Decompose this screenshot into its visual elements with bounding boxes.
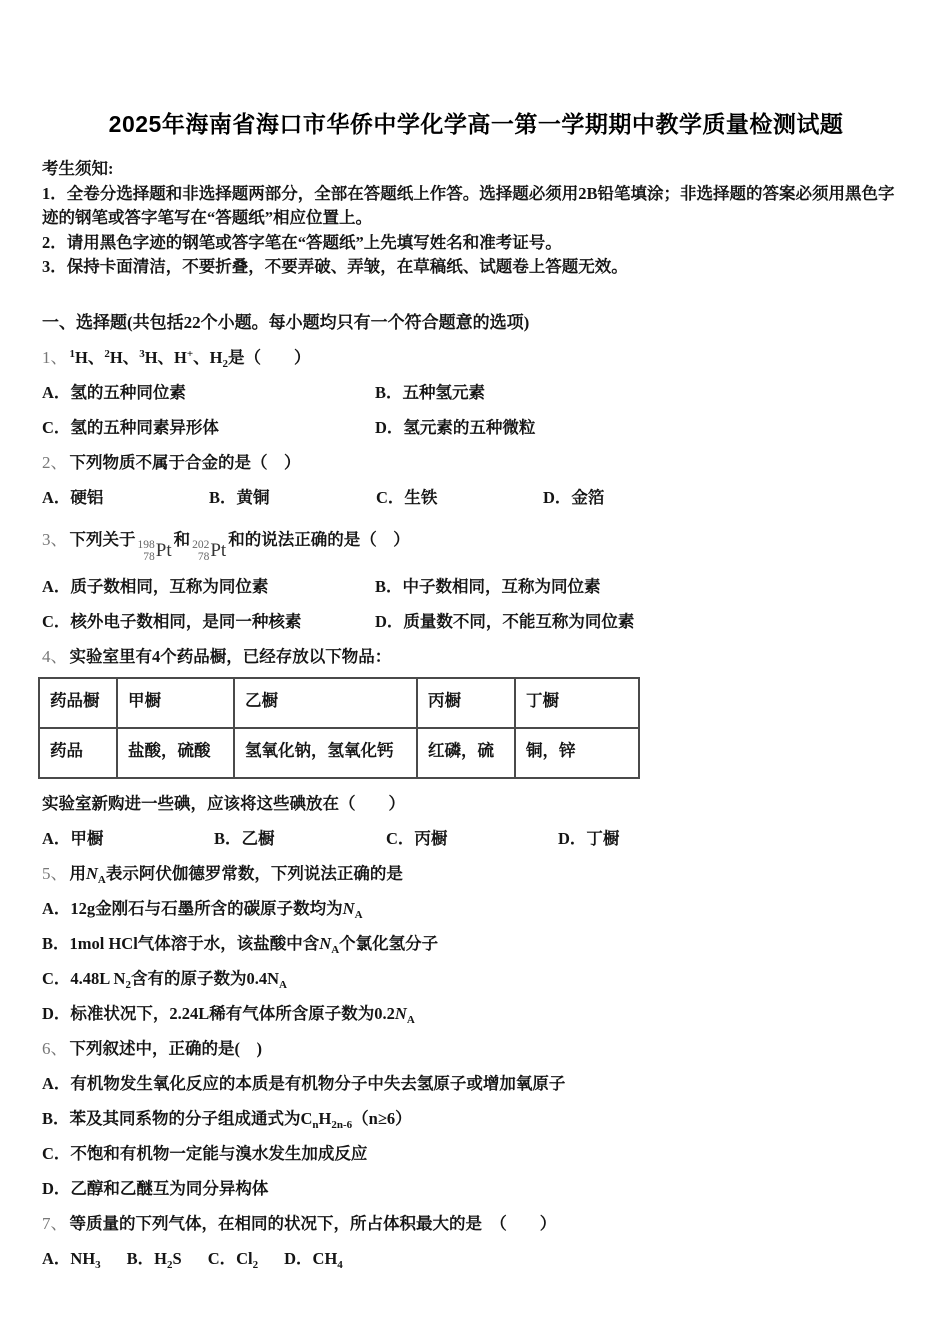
- option-2b: B．黄铜: [209, 487, 270, 507]
- question-3-options-row-2: [42, 611, 910, 632]
- question-stem-text: 下列物质不属于合金的是（ ）: [69, 452, 301, 472]
- question-number: 7、: [42, 1213, 68, 1233]
- table-header-cell: 药品橱: [39, 678, 117, 728]
- option-4a: A．甲橱: [42, 828, 104, 848]
- question-2-stem: [42, 452, 910, 473]
- nuclide-pt-198: [138, 539, 172, 563]
- table-cell: 氢氧化钠，氢氧化钙: [234, 728, 417, 778]
- question-3: [42, 518, 910, 632]
- page-title: 2025年海南省海口市华侨中学化学高一第一学期期中教学质量检测试题: [108, 111, 844, 137]
- option-4d: D．丁橱: [558, 828, 620, 848]
- question-1-options-row-1: [42, 382, 910, 403]
- option-5b: B．1mol HCl气体溶于水，该盐酸中含$N_A$个氯化氢分子: [42, 933, 439, 956]
- table-cell: 红磷，硫: [417, 728, 515, 778]
- table-header-cell: 丁橱: [515, 678, 639, 728]
- question-6: [42, 1038, 910, 1199]
- option-3a: A．质子数相同，互称为同位素: [42, 576, 269, 596]
- option-1a: A．氢的五种同位素: [42, 382, 186, 402]
- question-number: 5、: [42, 863, 68, 883]
- question-1-stem: [42, 347, 910, 368]
- question-number: 2、: [42, 452, 68, 472]
- nuclide-prescripts: [192, 539, 209, 563]
- question-6-stem: [42, 1038, 910, 1059]
- question-stem-text: 下列叙述中，正确的是( ): [69, 1038, 262, 1058]
- option-6b: B．苯及其同系物的分子组成通式为$C_nH_{2n-6}(n\ge 6)$: [42, 1108, 412, 1131]
- question-2-options-row: [42, 487, 910, 508]
- mass-number: 198: [137, 538, 155, 551]
- question-number: 1、: [42, 347, 68, 367]
- option-1c: C．氢的五种同素异形体: [42, 417, 219, 437]
- table-cell: 铜，锌: [515, 728, 639, 778]
- option-3d: D．质量数不同，不能互称为同位素: [375, 611, 635, 631]
- question-4: [42, 646, 910, 849]
- question-number: 6、: [42, 1038, 68, 1058]
- mass-number: 202: [192, 538, 210, 551]
- option-5d: D．标准状况下，2.24L稀有气体所含原子数为$0.2N_A$: [42, 1003, 415, 1026]
- table-header-cell: 甲橱: [117, 678, 234, 728]
- question-stem-text: 下列关于: [69, 529, 136, 549]
- table-header-row: [39, 678, 639, 728]
- question-stem-text: 实验室里有4个药品橱，已经存放以下物品：: [69, 646, 392, 666]
- option-7a: A．$NH_3$: [42, 1248, 101, 1271]
- option-6a: A．有机物发生氧化反应的本质是有机物分子中失去氢原子或增加氧原子: [42, 1073, 566, 1093]
- table-cell: 药品: [39, 728, 117, 778]
- question-stem-text: 等质量的下列气体，在相同的状况下，所占体积最大的是 （ ）: [69, 1213, 557, 1233]
- notice-item-1: 1．全卷分选择题和非选择题两部分，全部在答题纸上作答。选择题必须用2B铅笔填涂；非选择题的答案必须用黑色字迹的钢笔或答字笔写在“答题纸”相应位置上。: [42, 183, 895, 227]
- atomic-number: 78: [197, 550, 210, 563]
- question-number: 4、: [42, 646, 68, 666]
- option-3c: C．核外电子数相同，是同一种核素: [42, 611, 302, 631]
- question-3-stem: [42, 518, 910, 562]
- option-6c: C．不饱和有机物一定能与溴水发生加成反应: [42, 1143, 368, 1163]
- option-5c: C．4.48L $N_2$含有的原子数为$0.4N_A$: [42, 968, 287, 991]
- question-4-followup: 实验室新购进一些碘，应该将这些碘放在（ ）: [42, 793, 405, 813]
- question-stem-text: $^1$H、$^2$H、$^3$H、H+、$H_2$是（ ）: [69, 347, 311, 370]
- option-2a: A．硬铝: [42, 487, 104, 507]
- option-5a: A．12g金刚石与石墨所含的碳原子数均为$N_A$: [42, 898, 363, 921]
- question-stem-text: 和: [173, 529, 191, 549]
- question-5: [42, 863, 910, 1024]
- element-symbol: Pt: [210, 539, 227, 561]
- option-4c: C．丙橱: [386, 828, 448, 848]
- question-7-options-row: [42, 1248, 910, 1269]
- exam-notice: [42, 157, 910, 280]
- option-7b: B．$H_2S$: [126, 1248, 182, 1271]
- question-7-stem: [42, 1213, 910, 1234]
- question-4-stem: [42, 646, 910, 667]
- option-1b: B．五种氢元素: [375, 382, 486, 402]
- notice-heading: 考生须知:: [42, 159, 114, 178]
- option-2c: C．生铁: [376, 487, 438, 507]
- option-2d: D．金箔: [543, 487, 605, 507]
- atomic-number: 78: [143, 550, 155, 563]
- notice-item-3: 3．保持卡面清洁，不要折叠，不要弄破、弄皱，在草稿纸、试题卷上答题无效。: [42, 257, 628, 276]
- question-5-stem: [42, 863, 910, 884]
- option-3b: B．中子数相同，互称为同位素: [375, 576, 601, 596]
- question-1-options-row-2: [42, 417, 910, 438]
- question-7: [42, 1213, 910, 1269]
- table-cell: 盐酸，硫酸: [117, 728, 234, 778]
- table-data-row: [39, 728, 639, 778]
- question-stem-text: 用$N_A$表示阿伏伽德罗常数，下列说法正确的是: [69, 863, 403, 886]
- question-2: [42, 452, 910, 508]
- question-1: [42, 347, 910, 438]
- option-6d: D．乙醇和乙醚互为同分异构体: [42, 1178, 269, 1198]
- option-7c: C．$Cl_2$: [207, 1248, 259, 1271]
- table-header-cell: 丙橱: [417, 678, 515, 728]
- nuclide-prescripts: [138, 539, 155, 563]
- option-1d: D．氢元素的五种微粒: [375, 417, 536, 437]
- section-heading: 一、选择题(共包括22个小题。每小题均只有一个符合题意的选项): [42, 312, 530, 332]
- element-symbol: Pt: [155, 539, 172, 561]
- chemicals-table: [38, 677, 640, 779]
- option-4b: B．乙橱: [214, 828, 275, 848]
- question-3-options-row-1: [42, 576, 910, 597]
- nuclide-pt-202: [192, 539, 226, 563]
- option-7d: D．$CH_4$: [284, 1248, 343, 1271]
- table-header-cell: 乙橱: [234, 678, 417, 728]
- notice-item-2: 2．请用黑色字迹的钢笔或答字笔在“答题纸”上先填写姓名和准考证号。: [42, 232, 562, 252]
- question-4-options-row: [42, 828, 910, 849]
- question-stem-text: 和的说法正确的是（ ）: [228, 529, 410, 549]
- question-number: 3、: [42, 529, 68, 549]
